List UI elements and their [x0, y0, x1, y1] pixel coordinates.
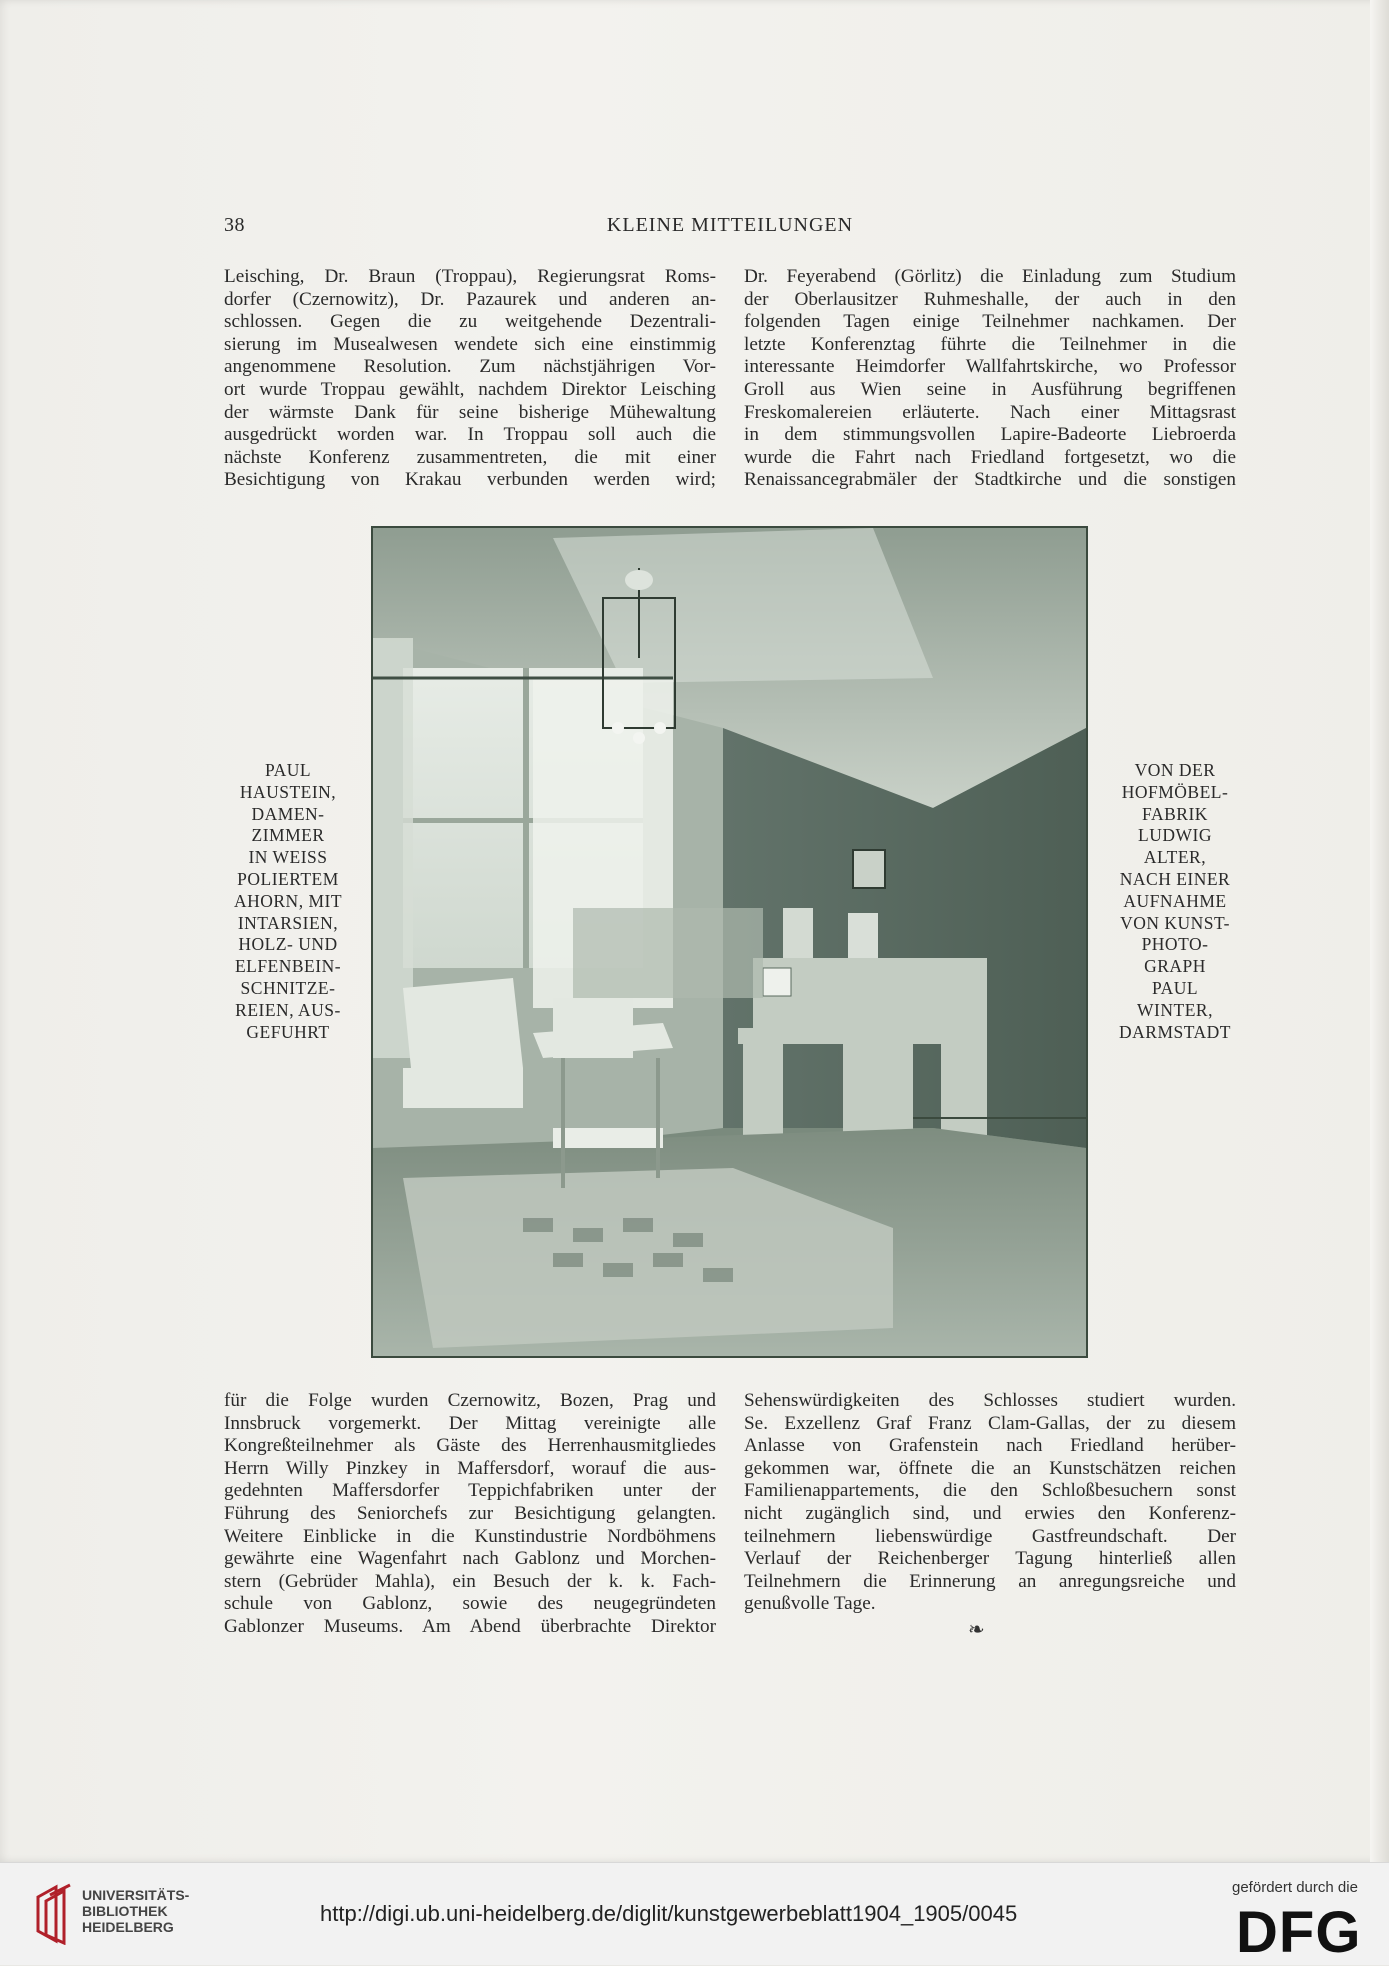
text-line: der Oberlausitzer Ruhmeshalle, der auch in den	[744, 288, 1236, 310]
text-column-top-right	[744, 266, 1236, 492]
caption-line: WINTER,	[1137, 999, 1213, 1020]
university-library-logo-icon	[34, 1883, 74, 1945]
running-head	[224, 214, 1236, 242]
caption-line: DARMSTADT	[1119, 1021, 1231, 1042]
digital-copy-link[interactable]: http://digi.ub.uni-heidelberg.de/diglit/kunstgewerbeblatt1904_1905/0045	[320, 1901, 1018, 1926]
text-column-bottom-right	[744, 1390, 1236, 1616]
text-line: teilnehmern liebenswürdige Gastfreundschaft. Der	[744, 1525, 1236, 1547]
text-line: ausgedrückt worden war. In Troppau soll auch die	[224, 424, 716, 446]
text-line: Se. Exzellenz Graf Franz Clam-Gallas, der zu diesem	[744, 1412, 1236, 1434]
text-line: für die Folge wurden Czernowitz, Bozen, Prag und	[224, 1390, 716, 1411]
text-line: wurde die Fahrt nach Friedland fortgesetzt, wo die	[744, 446, 1236, 468]
text-column-top-left	[224, 266, 716, 492]
text-line: Verlauf der Reichenberger Tagung hinterließ allen	[744, 1548, 1236, 1570]
library-name-line: UNIVERSITÄTS-	[82, 1887, 190, 1903]
text-line: Gablonzer Museums. Am Abend überbrachte Direktor	[224, 1615, 716, 1637]
text-line: angenommene Resolution. Zum nächstjährigen Vor-	[224, 356, 716, 378]
end-ornament-icon: ❧	[968, 1619, 985, 1641]
caption-line: FABRIK	[1142, 803, 1208, 824]
page-edge	[1370, 0, 1389, 1862]
caption-line: AUFNAHME	[1123, 890, 1227, 911]
text-line: in dem stimmungsvollen Lapire-Badeorte Liebroerda	[744, 424, 1236, 446]
text-line: gewährte eine Wagenfahrt nach Gablonz und Morchen-	[224, 1548, 716, 1570]
text-line: nächste Konferenz zusammentreten, die mit einer	[224, 446, 716, 468]
library-name-line: BIBLIOTHEK	[82, 1903, 168, 1919]
text-line: Herrn Willy Pinzkey in Maffersdorf, worauf die aus-	[224, 1457, 716, 1479]
caption-line: POLIERTEM	[237, 868, 339, 889]
text-line: Groll aus Wien seine in Ausführung begriffenen	[744, 378, 1236, 400]
text-line: nicht zugänglich sind, und erwies den Konferenz-	[744, 1502, 1236, 1524]
footer-bar	[0, 1862, 1389, 1965]
caption-line: INTARSIEN,	[237, 912, 339, 933]
caption-line: REIEN, AUS-	[235, 999, 341, 1020]
caption-line: VON DER	[1134, 760, 1216, 780]
text-line: Renaissancegrabmäler der Stadtkirche und die sonstigen	[744, 469, 1236, 491]
text-line: der wärmste Dank für seine bisherige Mühewaltung	[224, 401, 716, 423]
text-line: Weitere Einblicke in die Kunstindustrie Nordböhmens	[224, 1525, 716, 1547]
text-line: Freskomalereien erläuterte. Nach einer Mittagsrast	[744, 401, 1236, 423]
text-line: Kongreßteilnehmer als Gäste des Herrenhausmitgliedes	[224, 1435, 716, 1457]
room-photograph	[371, 526, 1088, 1358]
text-line: folgenden Tagen einige Teilnehmer nachkamen. Der	[744, 311, 1236, 333]
text-line: gedehnten Maffersdorfer Teppichfabriken unter der	[224, 1480, 716, 1502]
caption-line: ELFENBEIN-	[234, 956, 342, 977]
text-line: genußvolle Tage.	[744, 1593, 876, 1615]
text-line: dorfer (Czernowitz), Dr. Pazaurek und anderen an-	[224, 288, 716, 310]
caption-line: PAUL	[1151, 977, 1199, 998]
caption-line: IN WEISS	[248, 847, 328, 868]
caption-line: HOLZ- UND	[238, 934, 338, 955]
caption-line: ALTER,	[1143, 847, 1207, 868]
caption-line: PHOTO-	[1141, 934, 1209, 955]
text-column-bottom-left	[224, 1390, 716, 1639]
section-title: KLEINE MITTEILUNGEN	[606, 214, 854, 236]
text-line: interessante Heimdorfer Wallfahrtskirche, wo Professor	[744, 356, 1236, 378]
text-line: stern (Gebrüder Mahla), ein Besuch der k. k. Fach-	[224, 1570, 716, 1592]
caption-line: HAUSTEIN,	[239, 781, 337, 802]
text-line: schlossen. Gegen die zu weitgehende Dezentrali-	[224, 311, 716, 333]
text-line: Dr. Feyerabend (Görlitz) die Einladung zum Studium	[744, 266, 1236, 287]
text-line: Anlasse von Grafenstein nach Friedland herüber-	[744, 1435, 1236, 1457]
text-line: Sehenswürdigkeiten des Schlosses studiert wurden.	[744, 1390, 1236, 1411]
text-line: schule von Gablonz, sowie des neugegründeten	[224, 1593, 716, 1615]
funding-note: gefördert durch die	[1232, 1879, 1358, 1896]
text-line: Teilnehmern die Erinnerung an anregungsreiche und	[744, 1570, 1236, 1592]
caption-line: VON KUNST-	[1120, 912, 1230, 933]
text-line: Führung des Seniorchefs zur Besichtigung gelangten.	[224, 1502, 716, 1524]
text-line: letzte Konferenztag führte die Teilnehmer in die	[744, 333, 1236, 355]
text-line: sierung im Musealwesen wendete sich eine einstimmig	[224, 333, 716, 355]
photo-caption-right	[1100, 760, 1250, 1043]
text-line: Innsbruck vorgemerkt. Der Mittag vereinigte alle	[224, 1412, 716, 1434]
caption-line: GEFUHRT	[246, 1021, 330, 1042]
page-number: 38	[224, 214, 245, 236]
room-interior-illustration	[373, 528, 1086, 1356]
caption-line: ZIMMER	[251, 825, 325, 846]
caption-line: HOFMÖBEL-	[1121, 781, 1229, 802]
caption-line: LUDWIG	[1138, 825, 1212, 846]
library-name	[82, 1887, 189, 1935]
text-line: ort wurde Troppau gewählt, nachdem Direktor Leisching	[224, 378, 716, 400]
caption-line: AHORN, MIT	[233, 890, 343, 911]
text-line: Besichtigung von Krakau verbunden werden wird;	[224, 469, 716, 491]
caption-line: GRAPH	[1144, 956, 1206, 977]
library-name-line: HEIDELBERG	[82, 1919, 174, 1935]
caption-line: NACH EINER	[1119, 868, 1231, 889]
caption-line: PAUL	[264, 760, 312, 780]
photo-caption-left	[213, 760, 363, 1043]
caption-line: SCHNITZE-	[240, 977, 336, 998]
caption-line: DAMEN-	[251, 803, 325, 824]
text-line: gekommen war, öffnete die an Kunstschätzen reichen	[744, 1457, 1236, 1479]
text-line: Leisching, Dr. Braun (Troppau), Regierungsrat Roms-	[224, 266, 716, 287]
text-line: Familienappartements, die den Schloßbesuchern sonst	[744, 1480, 1236, 1502]
dfg-logo: DFG	[1236, 1900, 1362, 1965]
